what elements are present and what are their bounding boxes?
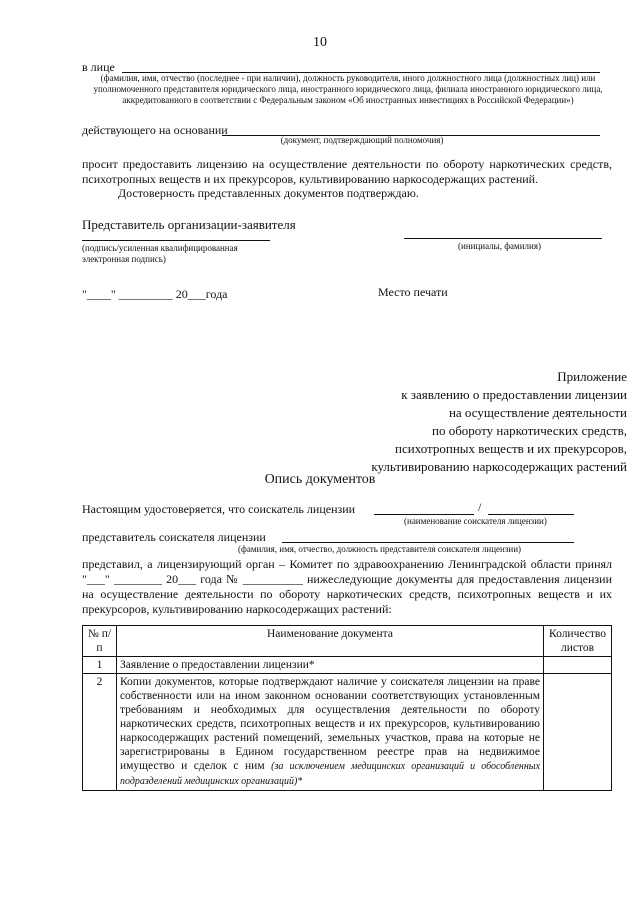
certify-slash: / [478, 500, 482, 514]
appendix-line-5: психотропных веществ и их прекурсоров, [395, 441, 627, 456]
row-name: Заявление о предоставлении лицензии* [116, 657, 543, 674]
rep-label: представитель соискателя лицензии [82, 530, 266, 544]
header-num: № п/п [83, 626, 117, 657]
representative-label: Представитель организации-заявителя [82, 217, 296, 232]
initials-note: (инициалы, фамилия) [458, 241, 541, 251]
documents-table [82, 625, 612, 791]
reliability-text: Достоверность представленных документов подтверждаю. [118, 186, 419, 200]
inventory-title: Опись документов [264, 472, 376, 487]
basis-label: действующего на основании [82, 123, 228, 137]
inventory-body: представил, а лицензирующий орган – Комитет по здравоохранению Ленинградской области принял "___" ________ 20___ года № __________ нижеследующие документы для предоставления лицензии на осуществление деятельности по обороту наркотических средств, психотропных веществ и их прекурсоров, культивированию наркосодержащих растений: [82, 557, 612, 616]
applicant-note: (наименование соискателя лицензии) [404, 516, 547, 526]
appendix-line-4: по обороту наркотических средств, [431, 423, 627, 438]
appendix-line-3: на осуществление деятельности [448, 405, 627, 420]
certify-label: Настоящим удостоверяется, что соискатель лицензии [82, 502, 356, 516]
initials-line [404, 238, 602, 239]
request-text: просит предоставить лицензию на осуществление деятельности по обороту наркотических средств, психотропных веществ и их прекурсоров, культивированию наркосодержащих растений. [82, 157, 612, 186]
table-row [83, 657, 612, 674]
certify-line-b [488, 514, 574, 515]
person-note: (фамилия, имя, отчество (последнее - при наличии), должность руководителя, иного должностного лица (должностных лиц) или уполномоченного представителя юридического лица, иностранного юридического лица, филиала иностранного юридического лица, аккредитованного в соответствии с Федеральным законом «Об иностранных инвестициях в Российской Федерации») [93, 73, 603, 105]
row-sheets [544, 674, 612, 791]
basis-note: (документ, подтверждающий полномочия) [280, 135, 444, 145]
row-name-cell [116, 674, 543, 791]
rep-line [282, 542, 574, 543]
row-note: (за исключением медицинских организаций и обособленных подразделений медицинских организаций)* [119, 761, 541, 787]
appendix-line-1: Приложение [557, 369, 627, 384]
row-sheets [544, 657, 612, 674]
appendix-line-2: к заявлению о предоставлении лицензии [401, 387, 627, 402]
row-name: Копии документов, которые подтверждают наличие у соискателя лицензии на праве собственности или на ином законном основании соответствующих установленным требованиям и необходимых для осуществления деятельности по обороту наркотических средств, психотропных веществ и их прекурсоров, культивированию наркосодержащих растений помещений, земельных участков, права на которые не зарегистрированы в Едином государственном реестре прав на недвижимое имущество и сделок с ним [119, 676, 540, 772]
date-line: "____" _________ 20___года [82, 287, 228, 301]
table-row [83, 674, 612, 791]
certify-line-a [374, 514, 474, 515]
header-name: Наименование документа [116, 626, 543, 657]
page-number: 10 [313, 35, 327, 50]
in-person-label: в лице [82, 60, 115, 74]
row-num: 2 [83, 674, 117, 791]
appendix-line-6: культивированию наркосодержащих растений [371, 459, 627, 474]
sign-note: (подпись/усиленная квалифицированная электронная подпись) [82, 243, 238, 264]
seal-label: Место печати [378, 285, 448, 299]
table-header-row [83, 626, 612, 657]
header-sheets: Количество листов [544, 626, 612, 657]
sign-line [82, 240, 270, 241]
rep-note: (фамилия, имя, отчество, должность представителя соискателя лицензии) [238, 544, 522, 554]
row-num: 1 [83, 657, 117, 674]
